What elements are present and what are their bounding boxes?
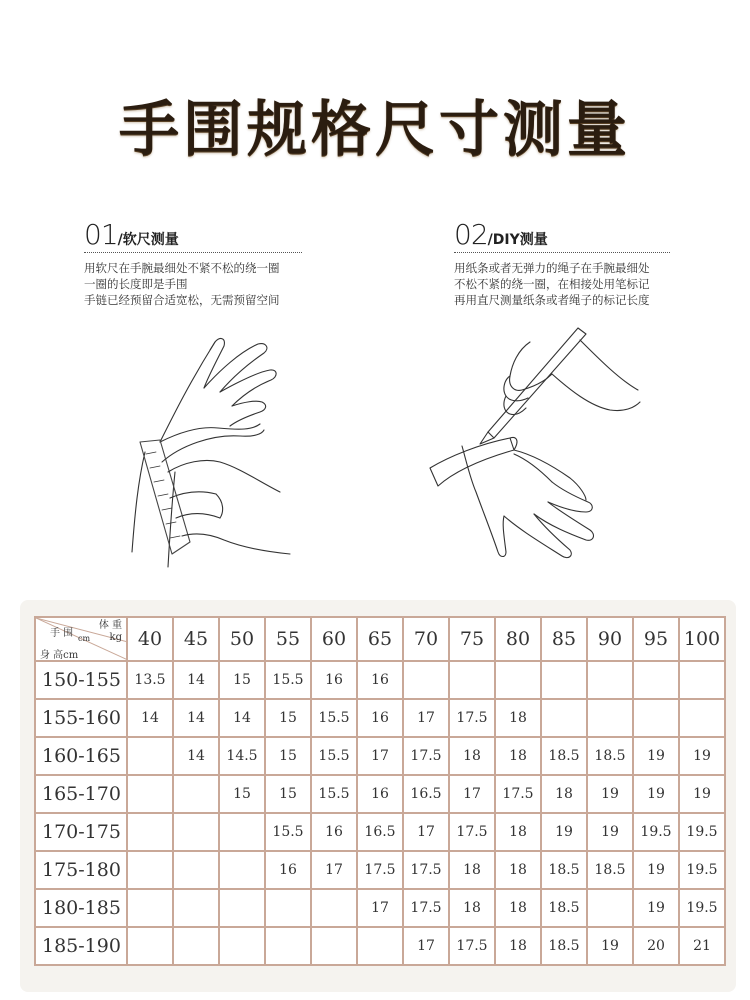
wrist-size-cell xyxy=(311,889,357,927)
wrist-size-cell: 18 xyxy=(449,851,495,889)
weight-text: 体 重 xyxy=(98,620,122,631)
wrist-size-cell: 15.5 xyxy=(265,813,311,851)
step-heading xyxy=(454,218,670,251)
wrist-size-cell: 16 xyxy=(311,813,357,851)
wrist-size-cell xyxy=(173,851,219,889)
wrist-size-cell xyxy=(449,661,495,699)
wrist-size-cell xyxy=(127,851,173,889)
wrist-size-cell: 14.5 xyxy=(219,737,265,775)
wrist-size-cell: 14 xyxy=(127,699,173,737)
wrist-size-cell: 15 xyxy=(219,661,265,699)
wrist-size-cell: 17 xyxy=(357,737,403,775)
wrist-size-cell: 17 xyxy=(403,927,449,965)
wrist-size-cell: 14 xyxy=(173,737,219,775)
page-title: 手围规格尺寸测量 xyxy=(119,95,631,165)
wrist-size-cell: 21 xyxy=(679,927,725,965)
wrist-size-cell: 16 xyxy=(357,661,403,699)
wrist-size-cell xyxy=(219,813,265,851)
weight-header: 80 xyxy=(495,617,541,661)
wrist-size-cell: 13.5 xyxy=(127,661,173,699)
wrist-size-cell: 16 xyxy=(265,851,311,889)
wrist-size-cell: 17.5 xyxy=(449,813,495,851)
wrist-size-cell: 15 xyxy=(265,737,311,775)
wrist-size-cell xyxy=(679,699,725,737)
weight-header: 95 xyxy=(633,617,679,661)
wrist-size-cell: 18 xyxy=(495,927,541,965)
wrist-size-cell xyxy=(127,813,173,851)
step-description xyxy=(454,260,670,308)
weight-header: 100 xyxy=(679,617,725,661)
wrist-size-cell: 18 xyxy=(495,813,541,851)
weight-header: 55 xyxy=(265,617,311,661)
wrist-size-cell xyxy=(173,775,219,813)
wrist-size-cell: 17.5 xyxy=(403,737,449,775)
step-diy xyxy=(454,218,670,308)
wrist-size-cell: 16 xyxy=(357,775,403,813)
wrist-size-cell: 17.5 xyxy=(495,775,541,813)
wrist-size-cell xyxy=(495,661,541,699)
wrist-size-cell: 17 xyxy=(403,699,449,737)
hand-tape-measure-illustration xyxy=(120,322,300,572)
step-label: /软尺测量 xyxy=(117,232,179,248)
height-range-cell: 160-165 xyxy=(35,737,127,775)
wrist-size-cell xyxy=(173,889,219,927)
wrist-size-cell: 19 xyxy=(633,775,679,813)
wrist-size-cell: 19 xyxy=(587,927,633,965)
wrist-size-cell: 18.5 xyxy=(587,851,633,889)
weight-header: 70 xyxy=(403,617,449,661)
step-soft-ruler xyxy=(84,218,302,308)
wrist-size-cell xyxy=(265,889,311,927)
wrist-size-cell xyxy=(219,889,265,927)
wrist-size-cell: 14 xyxy=(173,661,219,699)
wrist-size-cell: 14 xyxy=(173,699,219,737)
wrist-size-cell: 17.5 xyxy=(403,889,449,927)
wrist-size-cell: 17.5 xyxy=(449,927,495,965)
wrist-size-cell: 17.5 xyxy=(357,851,403,889)
table-row xyxy=(35,775,725,813)
corner-wrist-label: 手 围 xyxy=(50,628,74,639)
dotted-divider xyxy=(84,252,302,253)
wrist-size-cell xyxy=(127,775,173,813)
wrist-size-cell: 19.5 xyxy=(679,851,725,889)
wrist-size-cell: 17 xyxy=(449,775,495,813)
height-range-cell: 180-185 xyxy=(35,889,127,927)
description-line: 手链已经预留合适宽松，无需预留空间 xyxy=(84,293,280,307)
wrist-size-cell: 17 xyxy=(311,851,357,889)
wrist-size-cell: 15 xyxy=(219,775,265,813)
wrist-size-cell: 16.5 xyxy=(357,813,403,851)
table-row xyxy=(35,851,725,889)
step-description xyxy=(84,260,302,308)
wrist-size-cell xyxy=(127,927,173,965)
wrist-size-cell xyxy=(541,699,587,737)
table-row xyxy=(35,889,725,927)
table-row xyxy=(35,699,725,737)
table-row xyxy=(35,737,725,775)
wrist-size-cell: 19.5 xyxy=(679,889,725,927)
table-row xyxy=(35,927,725,965)
wrist-size-cell: 15 xyxy=(265,775,311,813)
wrist-size-cell: 18 xyxy=(449,737,495,775)
description-line: 一圈的长度即是手围 xyxy=(84,277,188,291)
weight-header: 90 xyxy=(587,617,633,661)
wrist-size-cell: 18 xyxy=(495,699,541,737)
wrist-size-cell: 14 xyxy=(219,699,265,737)
step-number: 01 xyxy=(84,218,118,251)
wrist-size-cell: 15.5 xyxy=(311,737,357,775)
step-number: 02 xyxy=(454,218,488,251)
wrist-size-cell: 19 xyxy=(541,813,587,851)
wrist-size-cell: 17 xyxy=(403,813,449,851)
wrist-size-cell: 19.5 xyxy=(679,813,725,851)
wrist-size-cell: 16 xyxy=(311,661,357,699)
wrist-size-cell: 18 xyxy=(495,889,541,927)
table-corner xyxy=(35,617,127,661)
wrist-size-cell xyxy=(633,661,679,699)
wrist-size-cell: 15.5 xyxy=(265,661,311,699)
wrist-size-cell xyxy=(587,661,633,699)
wrist-size-cell: 19 xyxy=(587,775,633,813)
wrist-size-cell xyxy=(357,927,403,965)
weight-header: 50 xyxy=(219,617,265,661)
step-label: /DIY测量 xyxy=(487,232,548,248)
description-line: 用软尺在手腕最细处不紧不松的绕一圈 xyxy=(84,261,280,275)
corner-weight-label xyxy=(99,620,122,644)
wrist-size-cell: 16.5 xyxy=(403,775,449,813)
wrist-size-table xyxy=(34,616,726,966)
wrist-size-cell: 19 xyxy=(633,889,679,927)
wrist-size-cell xyxy=(127,737,173,775)
wrist-size-cell xyxy=(219,851,265,889)
weight-header: 75 xyxy=(449,617,495,661)
wrist-size-cell: 18.5 xyxy=(541,927,587,965)
wrist-size-cell xyxy=(679,661,725,699)
corner-height-label: 身 高cm xyxy=(40,650,79,661)
kg-text: kg xyxy=(109,632,122,643)
wrist-size-cell: 17.5 xyxy=(403,851,449,889)
wrist-size-cell xyxy=(127,889,173,927)
wrist-size-cell xyxy=(587,889,633,927)
wrist-size-cell: 17 xyxy=(357,889,403,927)
wrist-size-cell: 18 xyxy=(541,775,587,813)
weight-header: 45 xyxy=(173,617,219,661)
wrist-size-cell: 19 xyxy=(633,851,679,889)
wrist-size-cell: 19 xyxy=(587,813,633,851)
height-range-cell: 175-180 xyxy=(35,851,127,889)
table-row xyxy=(35,813,725,851)
wrist-size-cell xyxy=(403,661,449,699)
wrist-size-cell: 15.5 xyxy=(311,699,357,737)
hand-paper-strip-pen-illustration xyxy=(410,320,650,570)
wrist-size-cell: 15.5 xyxy=(311,775,357,813)
description-line: 再用直尺测量纸条或者绳子的标记长度 xyxy=(454,293,650,307)
wrist-size-cell: 19.5 xyxy=(633,813,679,851)
height-range-cell: 185-190 xyxy=(35,927,127,965)
wrist-size-cell xyxy=(311,927,357,965)
wrist-size-cell xyxy=(173,927,219,965)
height-range-cell: 165-170 xyxy=(35,775,127,813)
wrist-size-cell: 19 xyxy=(679,737,725,775)
description-line: 不松不紧的绕一圈，在相接处用笔标记 xyxy=(454,277,650,291)
description-line: 用纸条或者无弹力的绳子在手腕最细处 xyxy=(454,261,650,275)
table-row xyxy=(35,661,725,699)
weight-header: 85 xyxy=(541,617,587,661)
wrist-size-cell: 20 xyxy=(633,927,679,965)
dotted-divider xyxy=(454,252,670,253)
wrist-size-cell xyxy=(173,813,219,851)
step-heading xyxy=(84,218,302,251)
wrist-size-cell: 17.5 xyxy=(449,699,495,737)
wrist-size-cell: 18.5 xyxy=(587,737,633,775)
wrist-size-cell: 18 xyxy=(495,737,541,775)
header-row xyxy=(35,617,725,661)
wrist-size-cell xyxy=(219,927,265,965)
wrist-size-cell: 16 xyxy=(357,699,403,737)
weight-header: 60 xyxy=(311,617,357,661)
weight-header: 65 xyxy=(357,617,403,661)
weight-header: 40 xyxy=(127,617,173,661)
corner-cm-label: cm xyxy=(78,634,91,643)
wrist-size-cell xyxy=(265,927,311,965)
wrist-size-cell: 19 xyxy=(633,737,679,775)
wrist-size-cell xyxy=(587,699,633,737)
wrist-size-cell: 18 xyxy=(449,889,495,927)
wrist-size-cell: 15 xyxy=(265,699,311,737)
height-range-cell: 150-155 xyxy=(35,661,127,699)
wrist-size-cell: 18.5 xyxy=(541,889,587,927)
wrist-size-cell: 18.5 xyxy=(541,737,587,775)
wrist-size-cell: 19 xyxy=(679,775,725,813)
wrist-size-cell xyxy=(633,699,679,737)
size-table-panel xyxy=(20,600,736,992)
height-range-cell: 170-175 xyxy=(35,813,127,851)
wrist-size-cell: 18 xyxy=(495,851,541,889)
height-range-cell: 155-160 xyxy=(35,699,127,737)
wrist-size-cell: 18.5 xyxy=(541,851,587,889)
wrist-size-cell xyxy=(541,661,587,699)
